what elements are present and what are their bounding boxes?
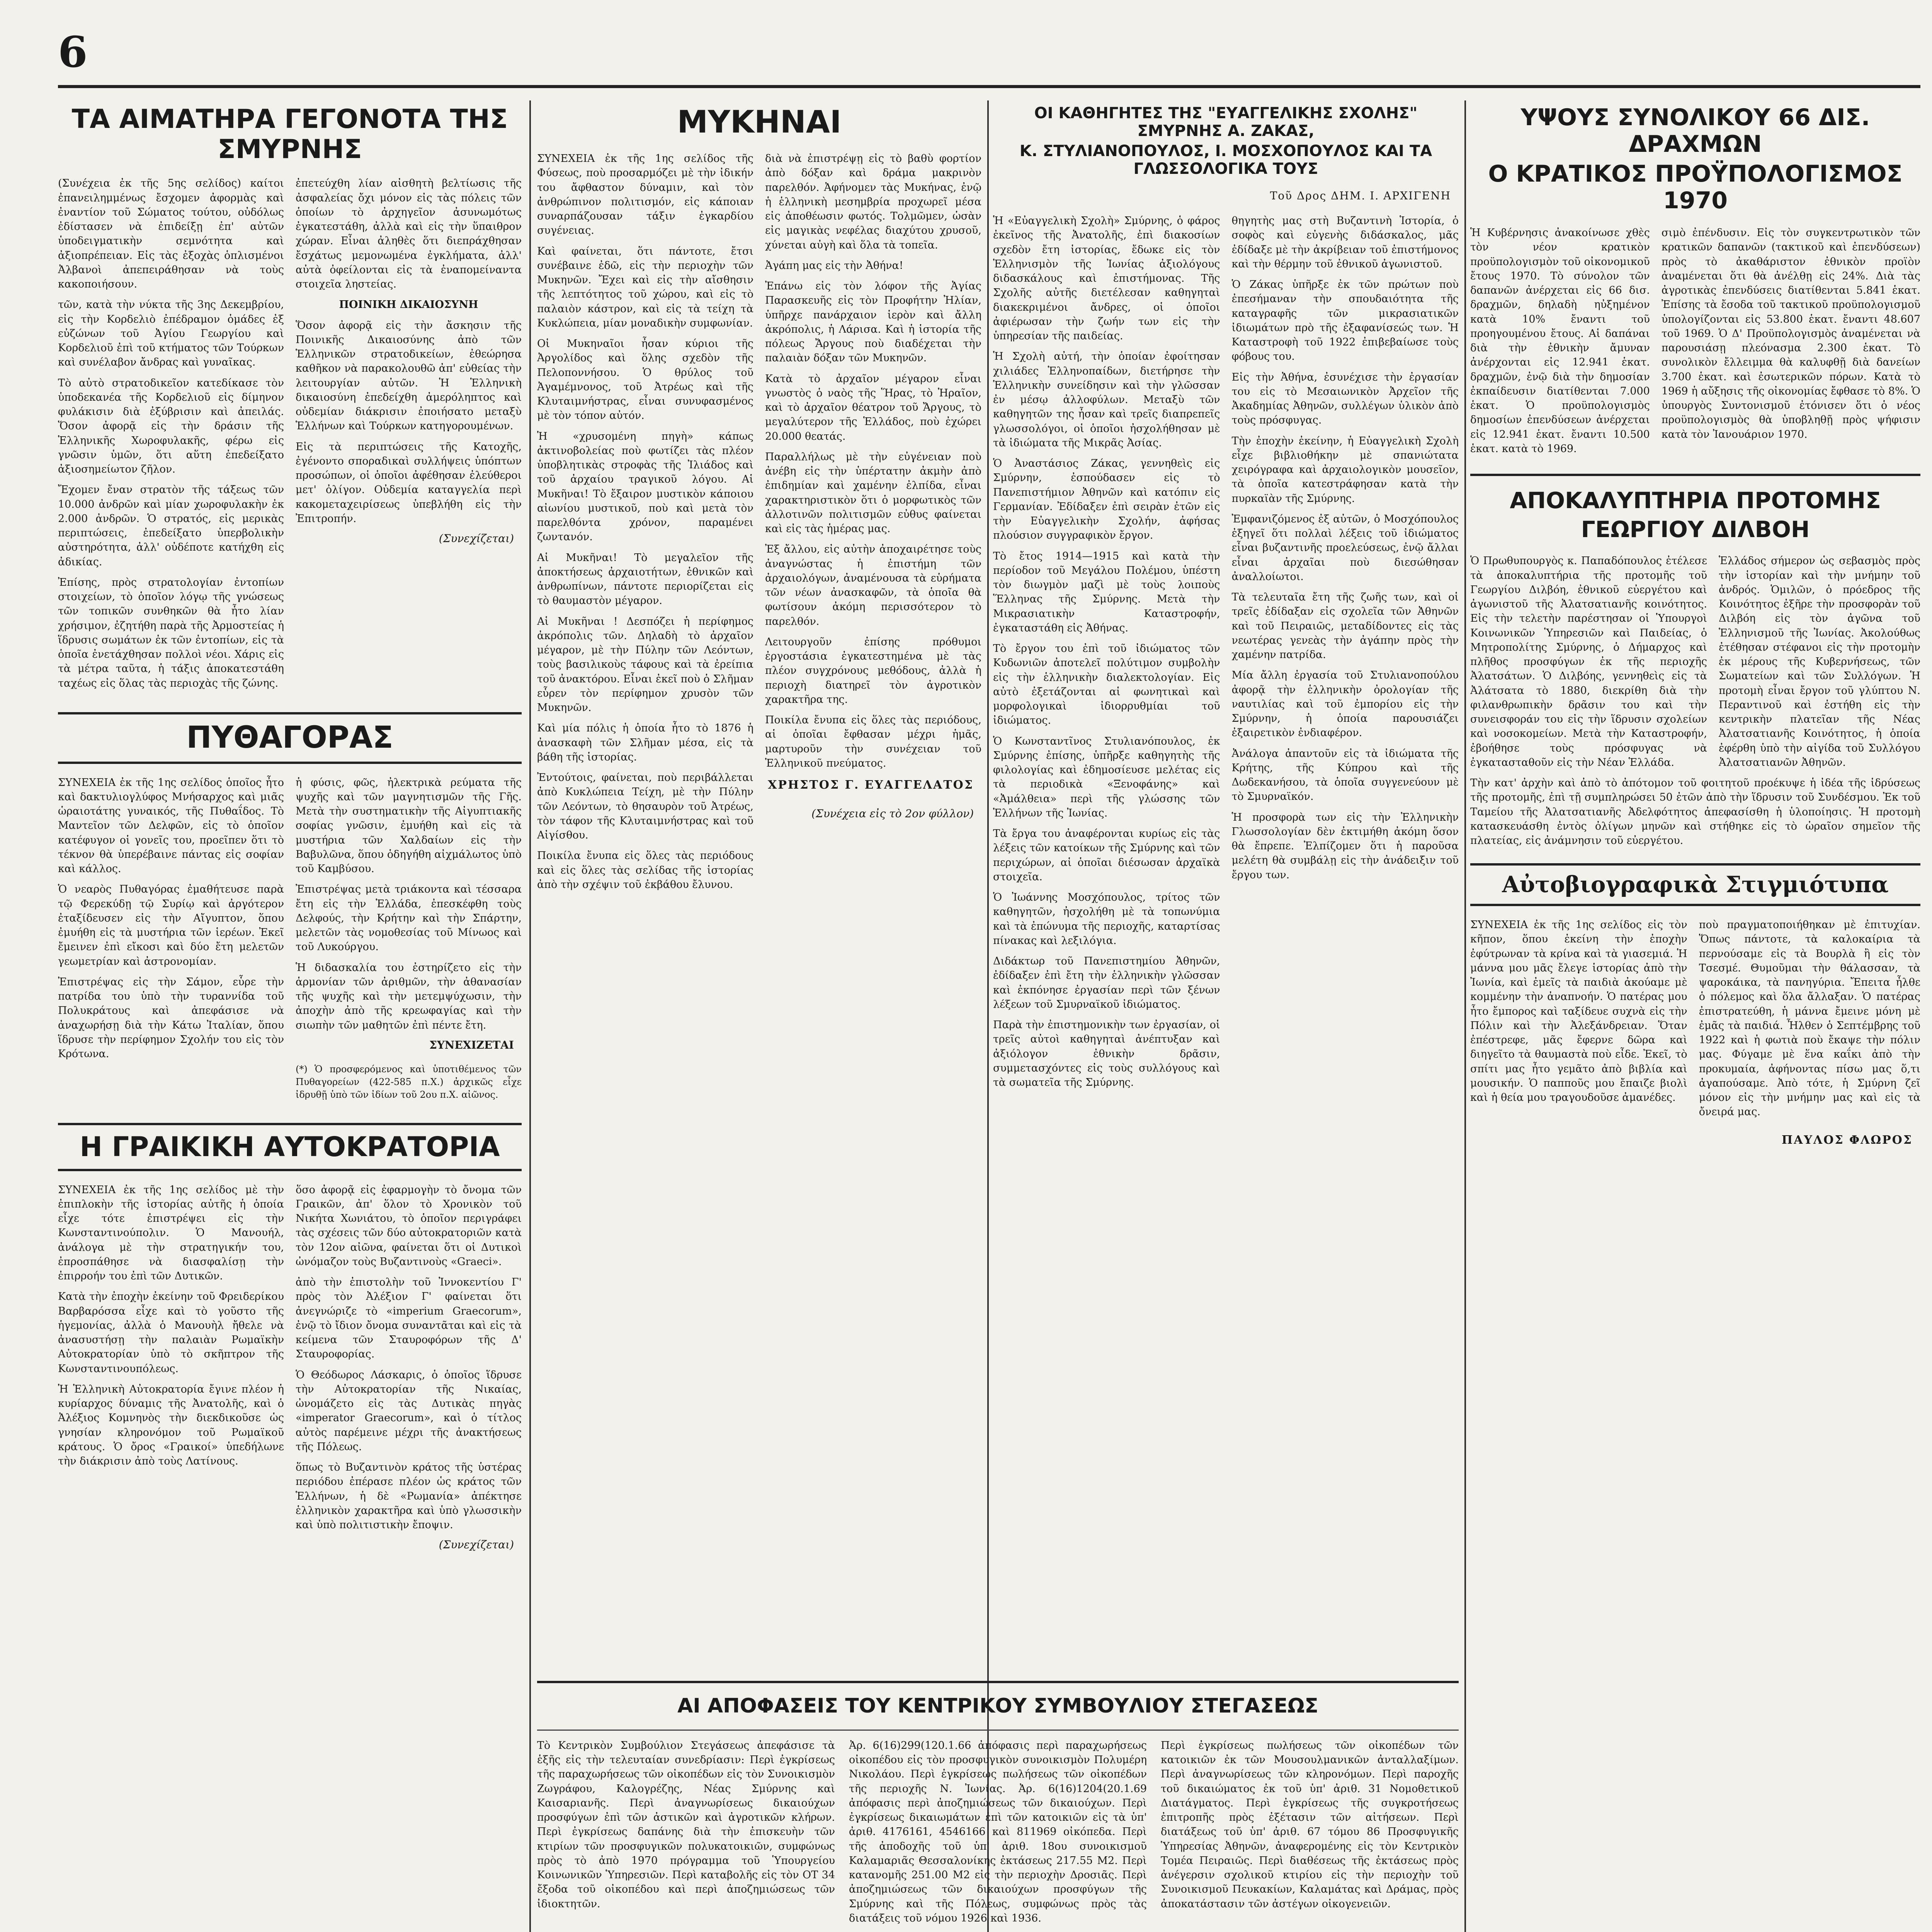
teachers-paragraph: Εἰς τὴν Ἀθήνα, ἐσυνέχισε τὴν ἐργασίαν του εἰς τὸ Μεσαιωνικὸν Ἀρχεῖον τῆς Ἀκαδημίας Ἀθηνῶν, συλλέγων ὑλικὸν ἀπὸ τοὺς πρόσφυγας.: [1231, 371, 1462, 427]
housing-paragraph: Τὸ Κεντρικὸν Συμβούλιον Στεγάσεως ἀπεφάσισε τὰ ἑξῆς εἰς τὴν τελευταίαν συνεδρίασιν: Περὶ ἐγκρίσεως τῆς παραχωρήσεως τῶν οἰκοπέδων εἰς τὸν Συνοικισμὸν Ζωγράφου, Καλογρέζης, Νέας Σμύρνης καὶ Καισαριανῆς. Περὶ ἀναγνωρίσεως δικαιούχων προσφύγων ἐπὶ τῶν ἀστικῶν καὶ ἀγροτικῶν κλήρων. Περὶ ἐγκρίσεως δαπάνης διὰ τὴν ἐπισκευὴν τῶν κτιρίων τῶν προσφυγικῶν πολυκατοικιῶν, συμφώνως πρὸς τὸ ἀπὸ 1970 πρόγραμμα τοῦ Ὑπουργείου Κοινωνικῶν Ὑπηρεσιῶν. Περὶ καταβολῆς εἰς τὸν ΟΤ 34 ἔξοδα τοῦ οἰκοπέδου καὶ περὶ ἀποζημιώσεως τῶν ἰδιοκτητῶν.: [537, 1739, 838, 1910]
housing-paragraph: Περὶ ἐγκρίσεως πωλήσεως τῶν οἰκοπέδων τῶν κατοικιῶν ἐκ τῶν Μουσουλμανικῶν ἀνταλλαξίμων. Περὶ ἀναγνωρίσεως τῶν κληρονόμων. Περὶ παροχῆς τοῦ δικαιώματος ἐκ τοῦ ὑπ' ἀριθ. 31 Νομοθετικοῦ Διατάγματος. Περὶ ἐγκρίσεως τῆς συγκροτήσεως ἐπιτροπῆς πρὸς ἐξέτασιν τῶν αἰτήσεων. Περὶ διατάξεως τοῦ ὑπ' ἀριθ. 67 τόμου 86 Προσφυγικῆς Ὑπηρεσίας Ἀθηνῶν, ἀναφερομένης εἰς τὸν Κεντρικὸν Τομέα Πειραιῶς. Περὶ διαθέσεως τῆς ἐκτάσεως πρὸς ἀνέγερσιν σχολικοῦ κτιρίου εἰς τὴν περιοχὴν τοῦ Συνοικισμοῦ Πευκακίων, Καλαμάτας καὶ Δράμας, πρὸς ἀποκατάστασιν τῶν ἀστέγων οἰκογενειῶν.: [1161, 1739, 1462, 1910]
teachers-paragraph: Ὁ Κωνσταντῖνος Στυλιανόπουλος, ἐκ Σμύρνης ἐπίσης, ὑπῆρξε καθηγητὴς τῆς φιλολογίας καὶ ἐδημοσίευσε μελέτας εἰς τὰ περιοδικὰ «Ξενοφάνης» καὶ «Ἀμάλθεια» περὶ τῆς γλώσσης τῶν Ἑλλήνων τῆς Ἰωνίας.: [993, 735, 1224, 819]
housing-headline: ΑΙ ΑΠΟΦΑΣΕΙΣ ΤΟΥ ΚΕΝΤΡΙΚΟΥ ΣΥΜΒΟΥΛΙΟΥ ΣΤΕΓΑΣΕΩΣ: [677, 1694, 1318, 1718]
autobio-paragraph: ΣΥΝΕΧΕΙΑ ἐκ τῆς 1ης σελίδος εἰς τὸν κῆπον, ὅπου ἐκείνη τὴν ἐποχὴν ἐφύτρωναν τὰ κρίνα καὶ τὰ γιασεμιά. Ἡ μάννα μου μᾶς ἔλεγε ἱστορίας ἀπὸ τὴν Ἰωνία, καὶ ἐμεῖς τὰ παιδιὰ ἀκούαμε μὲ κομμένην τὴν ἀναπνοήν. Ὁ πατέρας μου ἦτο ἔμπορος καὶ ταξίδευε συχνὰ εἰς τὴν Πόλιν καὶ τὴν Ἀλεξάνδρειαν. Ὅταν ἐπέστρεφε, μᾶς ἔφερνε δῶρα καὶ διηγεῖτο τὰ θαυμαστὰ ποὺ εἶδε. Ἐκεῖ, τὸ σπίτι μας ἦτο γεμᾶτο ἀπὸ βιβλία καὶ μουσικήν. Ὁ παπποῦς μου ἔπαιζε βιολὶ καὶ ἡ θεία μου τραγουδοῦσε ἀμανέδες.: [1470, 919, 1691, 1104]
mycenae-continued: (Συνέχεια εἰς τὸ 2ον φύλλον): [811, 807, 974, 820]
bust-top-rule: [1470, 474, 1920, 476]
pythagoras-headline: ΠΥΘΑΓΟΡΑΣ: [186, 720, 393, 755]
teachers-paragraph: Τὸ ἔτος 1914—1915 καὶ κατὰ τὴν περίοδον τοῦ Μεγάλου Πολέμου, ὑπέστη τὸν διωγμὸν μαζὶ μὲ τοὺς λοιποὺς Ἕλληνας τῆς Σμύρνης. Μετὰ τὴν Μικρασιατικὴν Καταστροφήν, ἐγκαταστάθη εἰς Ἀθήνας.: [993, 550, 1224, 634]
mycenae-paragraph: Ἐντούτοις, φαίνεται, ποὺ περιβάλλεται ἀπὸ Κυκλώπεια Τείχη, μὲ τὴν Πύλην τῶν Λεόντων, τὸ θησαυρὸν τοῦ Ἀτρέως, τὸν τάφον τῆς Κλυταιμνήστρας καὶ τοῦ Αἰγίσθου.: [537, 772, 757, 841]
pythagoras-paragraph: Ὁ νεαρὸς Πυθαγόρας ἐμαθήτευσε παρὰ τῷ Φερεκύδῃ τῷ Συρίῳ καὶ ἀργότερον ἐταξίδευσεν εἰς τὴν Αἴγυπτον, ὅπου ἐμυήθη εἰς τὰ μυστήρια τῶν ἱερέων. Ἐκεῖ ἔμεινεν ἐπὶ εἴκοσι καὶ δύο ἔτη μελετῶν γεωμετρίαν καὶ ἀστρονομίαν.: [58, 883, 287, 968]
smyrna-paragraph: Ὅσον ἀφορᾷ εἰς τὴν ἄσκησιν τῆς Ποινικῆς Δικαιοσύνης ἀπὸ τῶν Ἑλληνικῶν στρατοδικείων, ἐθεώρησα καθῆκον νὰ παρακολουθῶ ἀπ' εὐθείας τὴν λειτουργίαν αὐτῶν. Ἡ Ἑλληνικὴ δικαιοσύνη ἐπεδείχθη ἀμερόληπτος καὶ οὐδεμίαν διάκρισιν ἐποιήσατο μεταξὺ Ἑλλήνων καὶ Τούρκων κατηγορουμένων.: [296, 319, 525, 432]
pythagoras-paragraph: Ἡ διδασκαλία του ἐστηρίζετο εἰς τὴν ἁρμονίαν τῶν ἀριθμῶν, τὴν ἀθανασίαν τῆς ψυχῆς καὶ τὴν μετεμψύχωσιν, τὴν ἀποχὴν ἀπὸ τῆς κρεωφαγίας καὶ τὴν σιωπὴν τῶν μαθητῶν ἐπὶ πέντε ἔτη.: [296, 961, 525, 1031]
bust-paragraph: Ἑλλάδος σήμερον ὡς σεβασμὸς πρὸς τὴν ἱστορίαν καὶ τὴν μνήμην τοῦ ἀνδρός. Ὁμιλῶν, ὁ πρόεδρος τῆς Κοινότητος ἐξῆρε τὴν προσφορὰν τοῦ Διλβόη εἰς τὸν ἀγῶνα τοῦ Ἑλληνισμοῦ τῆς Ἰωνίας. Ἀκολούθως ἐτέθησαν στέφανοι εἰς τὴν προτομὴν ἐκ μέρους τῆς Κυβερνήσεως, τῶν Σωματείων καὶ τῶν Συλλόγων. Ἡ προτομὴ εἶναι ἔργον τοῦ γλύπτου Ν. Περαντινοῦ καὶ ἐστήθη εἰς τὴν κεντρικὴν πλατεῖαν τῆς Νέας Ἀλατσατιανῆς Κοινότητος, ἡ ὁποία ἐφέρθη ὑπὸ τὴν αἰγίδα τοῦ Συλλόγου Ἀλατσατιανῶν Ἀθηνῶν.: [1719, 555, 1924, 769]
page-number: 6: [58, 27, 88, 77]
empire-paragraph: Ὁ Θεόδωρος Λάσκαρις, ὁ ὁποῖος ἵδρυσε τὴν Αὐτοκρατορίαν τῆς Νικαίας, ὠνομάζετο εἰς τὰς Δυτικὰς πηγὰς «imperator Graecorum», καὶ ὁ τίτλος αὐτὸς παρέμεινε μέχρι τῆς ἀνακτήσεως τῆς Πόλεως.: [296, 1369, 525, 1453]
teachers-headline-1: ΟΙ ΚΑΘΗΓΗΤΕΣ ΤΗΣ "ΕΥΑΓΓΕΛΙΚΗΣ ΣΧΟΛΗΣ" ΣΜΥΡΝΗΣ Α. ΖΑΚΑΣ,: [1034, 104, 1418, 140]
teachers-paragraph: Ὁ Ἰωάννης Μοσχόπουλος, τρίτος τῶν καθηγητῶν, ἠσχολήθη μὲ τὰ τοπωνύμια καὶ τὰ ἐπώνυμα τῆς περιοχῆς, καταρτίσας πίνακας καὶ λεξιλόγια.: [993, 891, 1224, 947]
mycenae-paragraph: διὰ νὰ ἐπιστρέψῃ εἰς τὸ βαθὺ φορτίον ἀπὸ δόξαν καὶ δράμα μακρινὸν παρελθόν. Ἀφήνομεν τὰς Μυκήνας, ἐνῷ ἡ ἑλληνικὴ μεσημβρία προχωρεῖ μέσα εἰς ἀποθέωσιν φωτός. Τολμῶμεν, ὡσὰν εἰς μαγικὰς νεφέλας διαχύτου χρυσοῦ, χύνεται αὐγὴ καὶ ὅλα τὰ τοπεῖα.: [765, 153, 985, 251]
teachers-paragraph: Ἡ «Εὐαγγελικὴ Σχολὴ» Σμύρνης, ὁ φάρος ἐκεῖνος τῆς Ἀνατολῆς, ἐπὶ διακοσίων σχεδὸν ἔτη ἱστορίας, ἔδωκε εἰς τὸν Ἑλληνισμὸν τῆς Ἰωνίας ἀξιολόγους διδασκάλους καὶ ἐπιστήμονας. Τῆς Σχολῆς αὐτῆς διετέλεσαν καθηγηταὶ διακεκριμένοι ἄνδρες, οἱ ὁποῖοι ἀφιέρωσαν τὴν ζωήν των εἰς τὴν ὑπηρεσίαν τῆς παιδείας.: [993, 215, 1224, 342]
smyrna-paragraph: Τὸ αὐτὸ στρατοδικεῖον κατεδίκασε τὸν ὑποδεκανέα τῆς Κορδελιοῦ εἰς δίμηνον φυλάκισιν διὰ ἐξύβρισιν καὶ ἀπειλάς. Ὅσον ἀφορᾷ εἰς τὴν δράσιν τῆς Ἑλληνικῆς Χωροφυλακῆς, φέρω εἰς γνῶσιν ὑμῶν, ὅτι αὕτη ἐπεδείξατο ἀξιοσημείωτον ζῆλον.: [58, 377, 287, 476]
mycenae-body: [537, 151, 985, 898]
smyrna-subheading: ΠΟΙΝΙΚΗ ΔΙΚΑΙΟΣΥΝΗ: [339, 299, 478, 311]
budget-paragraph: σιμὸ ἐπένδυσιν. Εἰς τὸν συγκεντρωτικὸν τῶν κρατικῶν δαπανῶν (τακτικοῦ καὶ ἐπενδύσεων) πρὸς τὸ ἀκαθάριστον ἐθνικὸν προϊὸν ἀναμένεται ὅτι θὰ ἀνέλθῃ εἰς 24%. Διὰ τὰς ἀγροτικὰς ἐπενδύσεις διατίθενται 5.841 ἑκατ. Ἐπίσης τὰ ἔσοδα τοῦ τακτικοῦ προϋπολογισμοῦ ὑπολογίζονται εἰς 53.800 ἑκατ. ἔναντι 48.607 τοῦ 1969. Ὁ Δ' Προϋπολογισμὸς ἀναμένεται νὰ παρουσιάσῃ πλεόνασμα 2.300 ἑκατ. Τὸ συνολικὸν ἔλλειμμα θὰ καλυφθῇ διὰ δανείων 3.700 ἑκατ. καὶ ἐσωτερικῶν πόρων. Κατὰ τὸ 1969 ἡ αὔξησις τῆς οἰκονομίας ἔφθασε τὸ 8%. Ὁ ὑπουργὸς Συντονισμοῦ ἐτόνισεν ὅτι ὁ νέος προϋπολογισμὸς θὰ ὑποβληθῇ πρὸς ψήφισιν κατὰ τὸν Ἰανουάριον 1970.: [1661, 227, 1924, 440]
mycenae-paragraph: Αἱ Μυκῆναι! Τὸ μεγαλεῖον τῆς ἀποκτήσεως ἀρχαιοτήτων, ἐθνικῶν καὶ ἀνθρωπίνων, πάντοτε περιορίζεται εἰς τὸ θαυμαστὸν μέγαρον.: [537, 551, 757, 607]
empire-headline: Η ΓΡΑΙΚΙΚΗ ΑΥΤΟΚΡΑΤΟΡΙΑ: [80, 1131, 500, 1163]
budget-paragraph: Ἡ Κυβέρνησις ἀνακοίνωσε χθὲς τὸν νέον κρατικὸν προϋπολογισμὸν τοῦ οἰκονομικοῦ ἔτους 1970. Τὸ σύνολον τῶν δαπανῶν ἀνέρχεται εἰς 66 δισ. δραχμῶν, δηλαδὴ ηὐξημένον κατὰ 10% ἔναντι τοῦ προηγουμένου ἔτους. Αἱ δαπάναι διὰ τὴν ἐθνικὴν ἄμυναν ἀνέρχονται εἰς 12.941 ἑκατ. δραχμῶν, ἐνῷ διὰ τὴν δημοσίαν ἐκπαίδευσιν διατίθενται 7.000 ἑκατ. Ὁ προϋπολογισμὸς δημοσίων ἐπενδύσεων ἀνέρχεται εἰς 12.941 ἑκατ. ἔναντι 10.500 ἑκατ. κατὰ τὸ 1969.: [1470, 227, 1653, 455]
housing-top-rule: [537, 1681, 1459, 1683]
column-divider: [987, 100, 989, 1932]
empire-header: [58, 1123, 522, 1171]
smyrna-paragraph: ἐπετεύχθη λίαν αἰσθητὴ βελτίωσις τῆς ἀσφαλείας ὄχι μόνον εἰς τὰς πόλεις τῶν ὁποίων τὸ ἀρχηγεῖον ἀσυνωμότως ἐγκατεστάθη, ἀλλὰ καὶ εἰς τὴν ὕπαιθρον χώραν. Εἶναι ἀληθὲς ὅτι διεπράχθησαν ἔσχάτως μεμονωμένα ἐγκλήματα, ἀλλ' αὐτὰ ὀφείλονται εἰς τὰ ἐναπομείναντα στοιχεῖα ληστείας.: [296, 177, 525, 291]
autobio-body: [1470, 918, 1924, 1126]
bust-headline-2: ΓΕΩΡΓΙΟΥ ΔΙΛΒΟΗ: [1581, 516, 1810, 543]
smyrna-paragraph: τῶν, κατὰ τὴν νύκτα τῆς 3ης Δεκεμβρίου, εἰς τὴν Κορδελιὸ ἐπέδραμον ὁμάδες ἐξ εὐζώνων τοῦ Ἀγίου Γεωργίου καὶ Κορδελιοῦ ἐπὶ τοῦ κτήματος τῶν Τούρκων καὶ συνέλαβον ἄνδρας καὶ γυναῖκας.: [58, 299, 287, 369]
teachers-paragraph: Τὴν ἐποχὴν ἐκείνην, ἡ Εὐαγγελικὴ Σχολὴ εἶχε βιβλιοθήκην μὲ σπανιώτατα χειρόγραφα καὶ ἀρχαιολογικὸν μουσεῖον, τὰ ὁποῖα κατεστράφησαν κατὰ τὴν πυρκαϊὰν τῆς Σμύρνης.: [1231, 435, 1462, 505]
teachers-body: [993, 214, 1462, 1096]
pythagoras-header: [58, 712, 522, 764]
bust-paragraph: Τὴν κατ' ἀρχὴν καὶ ἀπὸ τὸ ἀπότομον τοῦ φοιτητοῦ προέκυψε ἡ ἰδέα τῆς ἱδρύσεως τῆς προτομῆς, ἐπὶ τῇ συμπληρώσει 50 ἐτῶν ἀπὸ τὴν ἵδρυσιν τοῦ Συνδέσμου. Ἐκ τοῦ Ταμείου τῆς Ἀλατσατιανῆς Ἀδελφότητος ἀπεφασίσθη ἡ ὑλοποίησις. Ἡ προτομὴ κατασκευάσθη ἐντὸς ὀλίγων μηνῶν καὶ στήθηκε εἰς τὸ ὡραῖον σημεῖον τῆς πλατείας, εἰς ἀνάμνησιν τοῦ εὐεργέτου.: [1470, 777, 1924, 847]
pythagoras-footnote: (*) Ὁ προσφερόμενος καὶ ὑποτιθέμενος τῶν Πυθαγορείων (422-585 π.Χ.) ἀρχικῶς εἶχε ἰδρυθῇ ὑπὸ τῶν ἰδίων τοῦ 2ου π.Χ. αἰῶνος.: [296, 1063, 525, 1100]
mycenae-headline: ΜΥΚΗΝΑΙ: [677, 104, 842, 140]
bust-paragraph: Ὁ Πρωθυπουργὸς κ. Παπαδόπουλος ἐτέλεσε τὰ ἀποκαλυπτήρια τῆς προτομῆς τοῦ Γεωργίου Διλβόη, ἐθνικοῦ εὐεργέτου καὶ ἀγωνιστοῦ τῆς Ἀλατσατιανῆς κοινότητος. Εἰς τὴν τελετὴν παρέστησαν οἱ Ὑπουργοὶ Κοινωνικῶν Ὑπηρεσιῶν καὶ Παιδείας, ὁ Μητροπολίτης Σμύρνης, ὁ Δήμαρχος καὶ πλῆθος προσφύγων ἐκ τῆς περιοχῆς Ἀλατσάτων. Ὁ Διλβόης, γεννηθεὶς εἰς τὰ Ἀλάτσατα τὸ 1880, διεκρίθη διὰ τὴν φιλανθρωπικὴν δρᾶσιν του καὶ τὴν συνεισφοράν του εἰς τὴν ἵδρυσιν σχολείων καὶ νοσοκομείων. Μετὰ τὴν Καταστροφήν, ἐβοήθησε τοὺς πρόσφυγας νὰ ἐγκατασταθοῦν εἰς τὴν Νέαν Ἑλλάδα.: [1470, 555, 1711, 769]
column-divider: [1464, 100, 1466, 1932]
column-3: [993, 100, 1462, 1662]
teachers-paragraph: Διδάκτωρ τοῦ Πανεπιστημίου Ἀθηνῶν, ἐδίδαξεν ἐπὶ ἔτη τὴν ἑλληνικὴν γλῶσσαν καὶ ἐκπόνησε ἐργασίαν περὶ τῶν ξένων λέξεων τοῦ Σμυρναϊκοῦ ἰδιώματος.: [993, 955, 1224, 1010]
mycenae-paragraph: Ἐπάνω εἰς τὸν λόφον τῆς Ἀγίας Παρασκευῆς εἰς τὸν Προφήτην Ἠλίαν, ὑπῆρχε πανάρχαιον ἱερὸν καὶ ἄλλη ἀκρόπολις, ἡ Λάρισα. Καὶ ἡ ἱστορία τῆς πόλεως Ἄργους ποὺ διαδέχεται τὴν παλαιὰν δόξαν τῶν Μυκηνῶν.: [765, 280, 985, 364]
pythagoras-continued: ΣΥΝΕΧΙΖΕΤΑΙ: [429, 1038, 514, 1051]
autobio-signature: ΠΑΥΛΟΣ ΦΛΩΡΟΣ: [1781, 1133, 1913, 1147]
teachers-paragraph: θηγητὴς μας στὴ Βυζαντινὴ Ἱστορία, ὁ σοφὸς καὶ εὐγενὴς διδάσκαλος, μᾶς ἐδίδαξε μὲ τὴν ἀκρίβειαν τοῦ ἐπιστήμονος καὶ τὴν θέρμην τοῦ ἐθνικοῦ ἀγωνιστοῦ.: [1231, 215, 1462, 270]
pythagoras-paragraph: ἡ φύσις, φῶς, ἠλεκτρικὰ ρεύματα τῆς ψυχῆς καὶ τῶν μαγνητισμῶν τῆς Γῆς. Μετὰ τὴν συστηματικὴν τῆς Αἰγυπτιακῆς σοφίας γνῶσιν, ἐμυήθη καὶ εἰς τὰ μυστήρια τῶν Χαλδαίων εἰς τὴν Βαβυλῶνα, ὅπου ὁδηγήθη αἰχμάλωτος ὑπὸ τοῦ Καμβύσου.: [296, 776, 525, 875]
column-divider: [529, 100, 531, 1932]
smyrna-paragraph: Ἔχομεν ἔναν στρατὸν τῆς τάξεως τῶν 10.000 ἀνδρῶν καὶ μίαν χωροφυλακὴν ἐκ 2.000 ἀνδρῶν. Ὁ στρατός, εἰς μερικὰς περιπτώσεις, ἐπεδείξατο ὑπερβολικὴν αὐστηρότητα, ἀλλ' οὐδέποτε κατήχθη εἰς ἀδικίας.: [58, 484, 287, 568]
smyrna-continued: (Συνεχίζεται): [439, 532, 514, 545]
empire-paragraph: ΣΥΝΕΧΕΙΑ ἐκ τῆς 1ης σελίδος μὲ τὴν ἐπιπλοκὴν τῆς ἱστορίας αὐτῆς ἡ ὁποία εἶχε τότε ἐπιστρέψει εἰς τὴν Κωνσταντινούπολιν. Ὁ Μανουήλ, ἀνάλογα μὲ τὴν στρατηγικήν του, ἐπροσπάθησε νὰ διασφαλίσῃ τὴν ἐπιρροήν του ἐπὶ τῶν Δυτικῶν.: [58, 1184, 287, 1282]
teachers-paragraph: Τὰ ἔργα του ἀναφέρονται κυρίως εἰς τὰς λέξεις τῶν κατοίκων τῆς Σμύρνης καὶ τῶν περιχώρων, αἱ ὁποῖαι διέσωσαν ἀρχαϊκὰ στοιχεῖα.: [993, 828, 1224, 883]
empire-paragraph: ὅπως τὸ Βυζαντινὸν κράτος τῆς ὑστέρας περιόδου ἐπέρασε πλέον ὡς κράτος τῶν Ἑλλήνων, ἡ δὲ «Ρωμανία» ἀπέκτησε ἑλληνικὸν χαρακτῆρα καὶ ὑπὸ γλωσσικὴν καὶ ὑπὸ πολιτιστικὴν ἔποψιν.: [296, 1461, 525, 1531]
mycenae-paragraph: Ἐξ ἄλλου, εἰς αὐτὴν ἀποχαιρέτησε τοὺς ἀναγνώστας ἡ ἐπιστήμη τῶν ἀρχαιολόγων, ἀναμένουσα τὰ εὑρήματα τῶν νέων ἀνασκαφῶν, τὰ ὁποῖα θὰ φωτίσουν ἀκόμη περισσότερον τὸ παρελθόν.: [765, 543, 985, 628]
mycenae-paragraph: Οἱ Μυκηναῖοι ἦσαν κύριοι τῆς Ἀργολίδος καὶ ὅλης σχεδὸν τῆς Πελοποννήσου. Ὁ θρύλος τοῦ Ἀγαμέμνονος, τοῦ Ἀτρέως καὶ τῆς Κλυταιμνήστρας, εἶναι συνυφασμένος μὲ τὸν τόπον αὐτόν.: [537, 338, 757, 422]
column-1: [58, 100, 525, 1932]
bust-body: [1470, 554, 1924, 776]
pythagoras-paragraph: Ἐπιστρέψας μετὰ τριάκοντα καὶ τέσσαρα ἔτη εἰς τὴν Ἑλλάδα, ἐπεσκέφθη τοὺς Δελφούς, τὴν Κρήτην καὶ τὴν Σπάρτην, μελετῶν τὰς νομοθεσίας τοῦ Μίνωος καὶ τοῦ Λυκούργου.: [296, 883, 525, 953]
mycenae-paragraph: Κατὰ τὸ ἀρχαῖον μέγαρον εἶναι γνωστὸς ὁ ναὸς τῆς Ἥρας, τὸ Ἡραῖον, καὶ τὸ ἀρχαῖον θέατρον τοῦ Ἄργους, τὸ μεγαλύτερον τῆς Ἑλλάδος, ποὺ ἐχώρει 20.000 θεατάς.: [765, 372, 985, 442]
pythagoras-body: [58, 776, 525, 1108]
mycenae-signature: ΧΡΗΣΤΟΣ Γ. ΕΥΑΓΓΕΛΑΤΟΣ: [768, 778, 974, 792]
teachers-byline: Τοῦ Δρος ΔΗΜ. Ι. ΑΡΧΙΓΕΝΗ: [1270, 189, 1451, 202]
housing-section: [537, 1669, 1462, 1932]
top-rule: [58, 85, 1920, 88]
autobio-paragraph: ποὺ πραγματοποιήθηκαν μὲ ἐπιτυχίαν. Ὅπως πάντοτε, τὰ καλοκαίρια τὰ περνούσαμε εἰς τὰ Βουρλὰ ἢ εἰς τὸν Τσεσμέ. Θυμοῦμαι τὴν θάλασσαν, τὰ ψαροκάικα, τὰ πανηγύρια. Ἔπειτα ἦλθε ὁ πόλεμος καὶ ὅλα ἄλλαξαν. Ὁ πατέρας ἐπιστρατεύθη, ἡ μάννα ἔμεινε μόνη μὲ ἐμᾶς τὰ παιδιά. Ἦλθεν ὁ Σεπτέμβρης τοῦ 1922 καὶ ἡ φωτιὰ ποὺ ἔκαψε τὴν πόλιν μας. Φύγαμε μὲ ἕνα καΐκι ἀπὸ τὴν προκυμαία, ἀφήνοντας πίσω μας ὅ,τι ἀγαπούσαμε. Ἀπὸ τότε, ἡ Σμύρνη ζεῖ μόνον εἰς τὴν μνήμην μας καὶ εἰς τὰ ὄνειρά μας.: [1699, 919, 1924, 1118]
autobio-header: [1470, 863, 1920, 906]
housing-rule: [537, 1730, 1459, 1731]
teachers-paragraph: Τὸ ἔργον του ἐπὶ τοῦ ἰδιώματος τῶν Κυδωνιῶν ἀποτελεῖ πολύτιμον συμβολὴν εἰς τὴν ἑλληνικὴν διαλεκτολογίαν. Εἰς αὐτὸ ἐξετάζονται αἱ φωνητικαὶ καὶ μορφολογικαὶ ἰδιορρυθμίαι τοῦ ἰδιώματος.: [993, 643, 1224, 727]
empire-body: [58, 1183, 525, 1563]
empire-paragraph: ὅσο ἀφορᾷ εἰς ἐφαρμογὴν τὸ ὄνομα τῶν Γραικῶν, ἀπ' ὅλον τὸ Χρονικὸν τοῦ Νικήτα Χωνιάτου, τὸ ὁποῖον περιγράφει τὰς σχέσεις τῶν δύο αὐτοκρατοριῶν κατὰ τὸν 12ον αἰῶνα, φαίνεται ὅτι οἱ Δυτικοὶ ὠνόμαζον τοὺς Βυζαντινοὺς «Graeci».: [296, 1184, 525, 1268]
smyrna-headline: ΤΑ ΑΙΜΑΤΗΡΑ ΓΕΓΟΝΟΤΑ ΤΗΣ ΣΜΥΡΝΗΣ: [71, 104, 508, 165]
pythagoras-paragraph: ΣΥΝΕΧΕΙΑ ἐκ τῆς 1ης σελίδος ὁποῖος ἦτο καὶ δακτυλιογλύφος Μνήσαρχος καὶ μιᾶς ὡραιοτάτης γυναικός, τῆς Πυθαΐδος. Τὸ Μαντεῖον τῶν Δελφῶν, εἰς τὸ ὁποῖον κατέφυγον οἱ γονεῖς του, προεῖπεν ὅτι τὸ τέκνον θὰ ὑπερέβαινε πάντας εἰς σοφίαν καὶ κάλλος.: [58, 776, 287, 875]
smyrna-body: [58, 176, 525, 697]
mycenae-paragraph: Αἱ Μυκῆναι ! Δεσπόζει ἡ περίφημος ἀκρόπολις τῶν. Δηλαδὴ τὸ ἀρχαῖον μέγαρον, μὲ τὴν Πύλην τῶν Λεόντων, τοὺς βασιλικοὺς τάφους καὶ τὰ ἐρείπια τοῦ ἀνακτόρου. Εἶναι ἐκεῖ ποὺ ὁ Σλῆμαν εὗρεν τὸν περίφημον χρυσὸν τῶν Μυκηνῶν.: [537, 615, 757, 714]
empire-continued: (Συνεχίζεται): [439, 1538, 514, 1551]
mycenae-paragraph: Λειτουργοῦν ἐπίσης πρόθυμοι ἐργοστάσια ἐγκατεστημένα μὲ τὰς πλέον συγχρόνους μεθόδους, ἀλλὰ ἡ περιοχὴ διατηρεῖ τὸν ἀγροτικὸν χαρακτῆρα της.: [765, 636, 985, 706]
smyrna-paragraph: (Συνέχεια ἐκ τῆς 5ης σελίδος) καίτοι ἐπανειλημμένως ἔσχομεν ἀφορμὰς καὶ ἐναντίον τοῦ Σώματος τούτου, οὐδόλως ἐδίστασεν νὰ ἐπιδείξῃ ἐπ' αὐτῶν ὑποδειγματικὴν σεμνότητα καὶ ἀξιοπρέπειαν. Εἰς τὰς ἐξοχὰς ὁπλισμένοι Ἀλβανοὶ ἀπεπειράθησαν νὰ τοὺς κακοποιήσουν.: [58, 177, 287, 291]
pythagoras-paragraph: Ἐπιστρέψας εἰς τὴν Σάμον, εὗρε τὴν πατρίδα του ὑπὸ τὴν τυραννίδα τοῦ Πολυκράτους καὶ ἀπεφάσισε νὰ ἀναχωρήσῃ διὰ τὴν Κάτω Ἰταλίαν, ὅπου ἵδρυσε τὴν περίφημον Σχολήν του εἰς τὸν Κρότωνα.: [58, 976, 287, 1060]
mycenae-paragraph: Ἀγάπη μας εἰς τὴν Ἀθήνα!: [765, 259, 903, 272]
teachers-headline-2: Κ. ΣΤΥΛΙΑΝΟΠΟΥΛΟΣ, Ι. ΜΟΣΧΟΠΟΥΛΟΣ ΚΑΙ ΤΑ ΓΛΩΣΣΟΛΟΓΙΚΑ ΤΟΥΣ: [1019, 142, 1432, 178]
mycenae-paragraph: Ποικίλα ἔνυπα εἰς ὅλες τὰς περιόδους καὶ εἰς ὅλες τὰς σελίδας τῆς ἱστορίας ἀπὸ τὴν σχέψιν τοῦ ἐκβάθου ἔλυνου.: [537, 850, 757, 891]
housing-body: [537, 1738, 1462, 1932]
budget-headline-2: Ο ΚΡΑΤΙΚΟΣ ΠΡΟΫΠΟΛΟΓΙΣΜΟΣ 1970: [1488, 160, 1903, 214]
mycenae-paragraph: Παραλλήλως μὲ τὴν εὐγένειαν ποὺ ἀνέβη εἰς τὴν ὑπέρτατην ἀκμὴν ἀπὸ ἐπιδημίαν καὶ χαμένην ἐλπίδα, εἶναι χαρακτηριστικὸν ὅτι ὁ μορφωτικὸς τῶν ἀλλοτινῶν πολιτισμῶν εὐθυς φαίνεται καὶ εἰς τὰς ἡμέρας μας.: [765, 451, 985, 535]
teachers-paragraph: Ἀνάλογα ἀπαντοῦν εἰς τὰ ἰδιώματα τῆς Κρήτης, τῆς Κύπρου καὶ τῆς Δωδεκανήσου, τὰ ὁποῖα συγγενεύουν μὲ τὸ Σμυρναϊκόν.: [1231, 747, 1462, 803]
column-2: [537, 100, 985, 1932]
teachers-paragraph: Παρὰ τὴν ἐπιστημονικὴν των ἐργασίαν, οἱ τρεῖς αὐτοὶ καθηγηταὶ ἀνέπτυξαν καὶ ἀξιόλογον ἐθνικὴν δρᾶσιν, συμμετασχόντες εἰς τοὺς συλλόγους καὶ τὰ σωματεῖα τῆς Σμύρνης.: [993, 1019, 1224, 1088]
teachers-paragraph: Ὁ Ζάκας ὑπῆρξε ἐκ τῶν πρώτων ποὺ ἐπεσήμαναν τὴν σπουδαιότητα τῆς καταγραφῆς τῶν μικρασιατικῶν ἰδιωμάτων πρὸ τῆς ἐξαφανίσεώς των. Ἡ Καταστροφὴ τοῦ 1922 ἐπιβεβαίωσε τοὺς φόβους του.: [1231, 279, 1462, 363]
budget-headline-1: ΥΨΟΥΣ ΣΥΝΟΛΙΚΟΥ 66 ΔΙΣ. ΔΡΑΧΜΩΝ: [1520, 104, 1870, 158]
empire-paragraph: Κατὰ τὴν ἐποχὴν ἐκείνην τοῦ Φρειδερίκου Βαρβαρόσσα εἶχε καὶ τὸ γοῦστο τῆς ἡγεμονίας, ἀλλὰ ὁ Μανουὴλ ἤθελε νὰ ἀνασυστήσῃ τὴν παλαιὰν Ρωμαϊκὴν Αὐτοκρατορίαν ὑπὸ τὸ σκῆπτρον τῆς Κωνσταντινουπόλεως.: [58, 1291, 287, 1375]
bust-headline-1: ΑΠΟΚΑΛΥΠΤΗΡΙΑ ΠΡΟΤΟΜΗΣ: [1510, 487, 1881, 514]
empire-paragraph: ἀπὸ τὴν ἐπιστολὴν τοῦ Ἰννοκεντίου Γ' πρὸς τὸν Ἀλέξιον Γ' φαίνεται ὅτι ἀνεγνώριζε τὸ «imperium Graecorum», ἐνῷ τὸ ἴδιον ὄνομα συναντᾶται καὶ εἰς τὰ κείμενα τῶν Σταυροφόρων τῆς Δ' Σταυροφορίας.: [296, 1276, 525, 1361]
empire-paragraph: Ἡ Ἑλληνικὴ Αὐτοκρατορία ἔγινε πλέον ἡ κυρίαρχος δύναμις τῆς Ἀνατολῆς, καὶ ὁ Ἀλέξιος Κομνηνὸς τὴν διεκδικοῦσε ὡς γνησίαν κληρονόμον τοῦ Ρωμαϊκοῦ κράτους. Ὁ ὄρος «Γραικοί» ὑπεδήλωνε τὴν διάκρισιν ἀπὸ τοὺς Λατίνους.: [58, 1383, 287, 1468]
teachers-paragraph: Τὰ τελευταῖα ἔτη τῆς ζωῆς των, καὶ οἱ τρεῖς ἐδίδαξαν εἰς σχολεῖα τῶν Ἀθηνῶν καὶ τοῦ Πειραιῶς, μεταδίδοντες εἰς τὰς νεωτέρας γενεὰς τὴν ἀγάπην πρὸς τὴν χαμένην πατρίδα.: [1231, 591, 1462, 661]
column-4: [1470, 100, 1924, 1932]
mycenae-paragraph: Καὶ φαίνεται, ὅτι πάντοτε, ἔτσι συνέβαινε ἐδῶ, εἰς τὴν περιοχὴν τῶν Μυκηνῶν. Ἔχει καὶ εἰς τὴν αἴσθησιν τῆς λεπτότητος τοῦ χώρου, καὶ εἰς τὸ παλαιὸν κάστρον, καὶ εἰς τὰ τείχη τὰ Κυκλώπεια, μίαν μοναδικὴν συμφωνίαν.: [537, 245, 757, 329]
autobio-headline: Αὐτοβιογραφικὰ Στιγμιότυπα: [1502, 871, 1889, 898]
mycenae-paragraph: ΣΥΝΕΧΕΙΑ ἐκ τῆς 1ης σελίδος τῆς Φύσεως, ποὺ προσαρμόζει μὲ τὴν ἰδικήν του ἄφθαστον δύναμιν, καὶ τὸν ἀνθρώπινον πολιτισμόν, εἰς κάποιαν συναρπάζουσαν τάξιν ἐγκαρδίου συγένειας.: [537, 153, 757, 237]
smyrna-paragraph: Εἰς τὰ περιπτώσεις τῆς Κατοχῆς, ἐγένοντο σποραδικαὶ συλλήψεις ὑπόπτων προσώπων, οἱ ὁποῖοι ἀφέθησαν ἐλεύθεροι μετ' ὀλίγον. Οὐδεμία καταγγελία περὶ κακομεταχειρίσεως ὑπεβλήθη εἰς τὴν Ἐπιτροπήν.: [296, 440, 525, 525]
teachers-paragraph: Ἡ Σχολὴ αὐτή, τὴν ὁποίαν ἐφοίτησαν χιλιάδες Ἑλληνοπαίδων, διετήρησε τὴν Ἑλληνικὴν συνείδησιν καὶ τὴν γλῶσσαν ἐν μέσῳ ἀλλοφύλων. Μεταξὺ τῶν καθηγητῶν της ἦσαν καὶ τρεῖς διαπρεπεῖς γλωσσολόγοι, οἱ ὁποῖοι ἠσχολήθησαν μὲ τὰ ἰδιώματα τῆς Μικρᾶς Ἀσίας.: [993, 350, 1224, 449]
teachers-paragraph: Ὁ Ἀναστάσιος Ζάκας, γεννηθεὶς εἰς Σμύρνην, ἐσπούδασεν εἰς τὸ Πανεπιστήμιον Ἀθηνῶν καὶ κατόπιν εἰς Γερμανίαν. Ἐδίδαξεν ἐπὶ σειρὰν ἐτῶν εἰς τὴν Εὐαγγελικὴν Σχολήν, ἀφήσας πλούσιον συγγραφικὸν ἔργον.: [993, 457, 1224, 542]
teachers-paragraph: Μία ἄλλη ἐργασία τοῦ Στυλιανοπούλου ἀφορᾷ τὴν ἑλληνικὴν ὀρολογίαν τῆς ναυτιλίας καὶ τοῦ ἐμπορίου εἰς τὴν Σμύρνην, ἡ ὁποία παρουσιάζει ἐξαιρετικὸν ἐνδιαφέρον.: [1231, 669, 1462, 739]
budget-body: [1470, 226, 1924, 462]
mycenae-paragraph: Ἡ «χρυσομένη πηγὴ» κάπως ἀκτινοβολείας ποὺ φωτίζει τὰς πλέον ὑποβλητικὰς στροφὰς τῆς Ἰλιάδος καὶ τοῦ ἀρχαίου τραγικοῦ λόγου. Αἱ Μυκῆναι! Τὸ ἔξαιρον μυστικὸν κάποιου αἰωνίου μυστικοῦ, ποὺ καὶ μετὰ τὸν παρελθόντα χρόνον, παραμένει ζωντανόν.: [537, 430, 757, 543]
housing-paragraph: Ἀρ. 6(16)299(120.1.66 ἀπόφασις περὶ παραχωρήσεως οἰκοπέδου εἰς τὸν προσφυγικὸν συνοικισμὸν Πολυμέρη Νικολάου. Περὶ ἐγκρίσεως πωλήσεως τῶν οἰκοπέδων τῆς περιοχῆς Ν. Ἰωνίας. Ἀρ. 6(16)1204(20.1.69 ἀπόφασις περὶ ἀποζημιώσεως τῶν δικαιούχων. Περὶ ἐγκρίσεως δικαιωμάτων ἐπὶ τῶν κατοικιῶν εἰς τὰ ὑπ' ἀριθ. 4176161, 4546166 καὶ 811969 οἰκόπεδα. Περὶ τῆς ἀποδοχῆς τοῦ ὑπ' ἀριθ. 18ου συνοικισμοῦ Καλαμαριᾶς Θεσσαλονίκης ἐκτάσεως 217.55 Μ2. Περὶ κατανομῆς 251.00 Μ2 εἰς τὴν περιοχὴν Δροσιᾶς. Περὶ ἀποζημιώσεως τῶν δικαιούχων προσφύγων τῆς Σμύρνης καὶ τῆς Πόλεως, συμφώνως πρὸς τὰς διατάξεις τοῦ νόμου 1926 καὶ 1936.: [849, 1739, 1150, 1924]
mycenae-paragraph: Καὶ μία πόλις ἡ ὁποία ἦτο τὸ 1876 ἡ ἀνασκαφὴ τῶν Σλῆμαν μέσα, εἰς τὰ βάθη τῆς ἱστορίας.: [537, 722, 757, 763]
smyrna-paragraph: Ἐπίσης, πρὸς στρατολογίαν ἐντοπίων στοιχείων, τὸ ὁποῖον λόγῳ τῆς γνώσεως τῶν τοπικῶν συνθηκῶν θὰ ἦτο λίαν χρήσιμον, ἐζητήθη παρὰ τῆς Ἀρμοστείας ἡ ἵδρυσις σωμάτων ἐκ τῶν ἐντοπίων, εἰς τὰ ὁποῖα ἐνετάχθησαν πολλοὶ νέοι. Χάρις εἰς τὰ μέτρα ταῦτα, ἡ τάξις ἀποκατεστάθη ταχέως εἰς ὅλας τὰς περιοχὰς τῆς ζώνης.: [58, 576, 287, 689]
mycenae-paragraph: Ποικίλα ἔνυπα εἰς ὅλες τὰς περιόδους, αἱ ὁποῖαι ἔφθασαν μέχρι ἡμᾶς, μαρτυροῦν τὴν συνέχειαν τοῦ Ἑλληνικοῦ πνεύματος.: [765, 714, 985, 769]
teachers-paragraph: Ἡ προσφορὰ των εἰς τὴν Ἑλληνικὴν Γλωσσολογίαν δὲν ἐκτιμήθη ἀκόμη ὅσον θὰ ἔπρεπε. Ἐλπίζομεν ὅτι ἡ παροῦσα μελέτη θὰ συμβάλῃ εἰς τὴν ἀνάδειξιν τοῦ ἔργου των.: [1231, 811, 1462, 881]
teachers-paragraph: Ἐμφανιζόμενος ἐξ αὐτῶν, ὁ Μοσχόπουλος ἐξηγεῖ ὅτι πολλαὶ λέξεις τοῦ ἰδιώματος εἶναι βυζαντινῆς προελεύσεως, ἐνῷ ἄλλαι εἶναι ἀρχαῖαι ποὺ διεσώθησαν ἀναλλοίωτοι.: [1231, 513, 1462, 583]
